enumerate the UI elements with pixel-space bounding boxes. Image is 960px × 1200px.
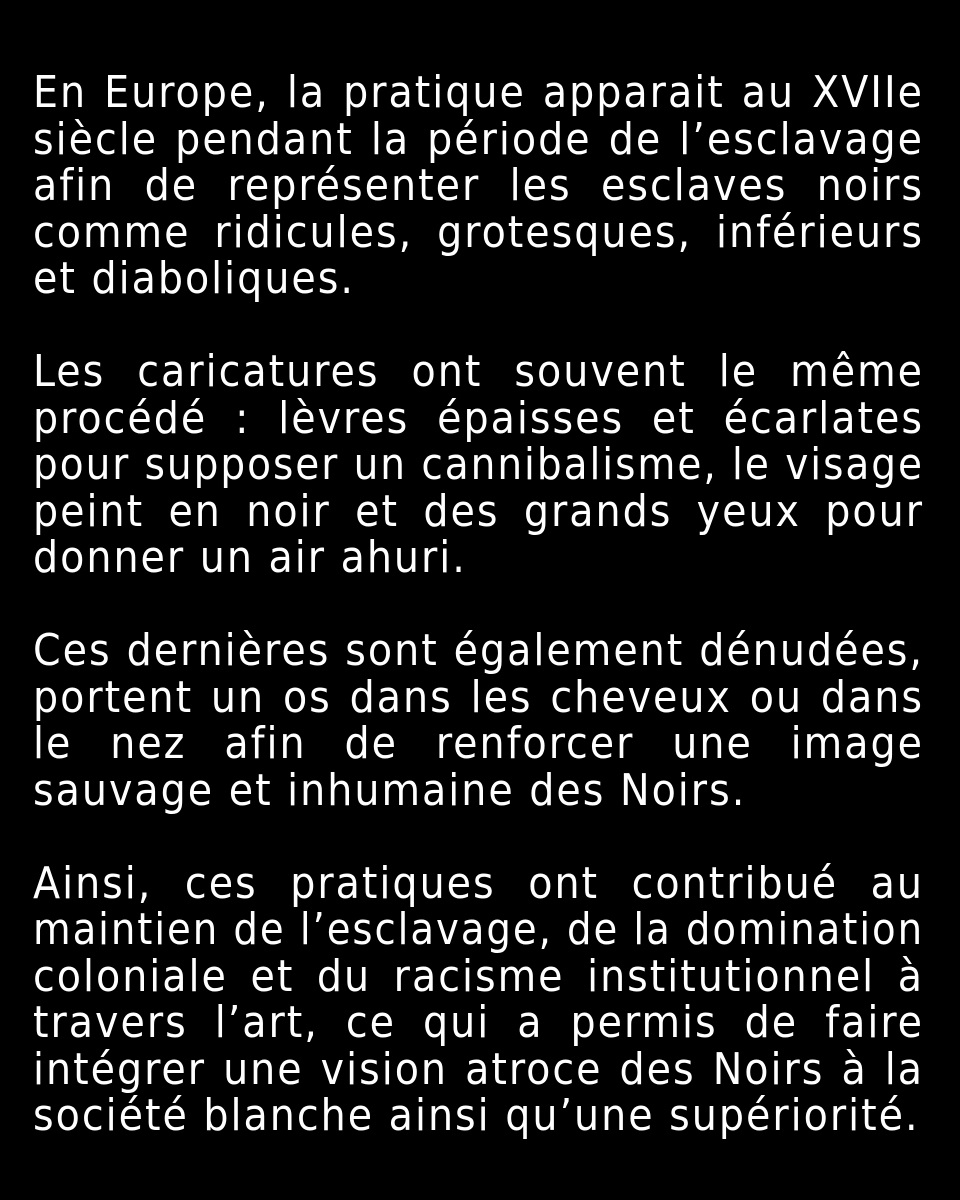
text-line: le nez afin de renforcer une image — [33, 718, 924, 769]
text-line: coloniale et du racisme institutionnel à — [33, 950, 924, 1002]
text-line: siècle pendant la période de l’esclavage — [33, 113, 924, 165]
text-line: pour supposer un cannibalisme, le visage — [33, 439, 924, 490]
text-line: et diaboliques. — [33, 253, 355, 304]
text-line: comme ridicules, grotesques, inférieurs — [33, 206, 924, 258]
text-line: portent un os dans les cheveux ou dans — [33, 671, 924, 723]
text-line: travers l’art, ce qui a permis de faire — [33, 997, 924, 1048]
text-line: Ainsi, ces pratiques ont contribué au — [33, 857, 924, 909]
paragraph-1 — [33, 67, 924, 304]
paragraph-2 — [33, 346, 924, 583]
paragraph-spacer — [33, 814, 924, 861]
text-line: procédé : lèvres épaisses et écarlates — [33, 392, 924, 444]
paragraph-4 — [33, 857, 925, 1141]
paragraph-spacer — [33, 582, 924, 629]
text-line: afin de représenter les esclaves noirs — [33, 160, 924, 211]
text-line: intégrer une vision atroce des Noirs à la — [33, 1043, 924, 1095]
text-line: donner un air ahuri. — [33, 532, 467, 583]
text-line: sauvage et inhumaine des Noirs. — [33, 764, 747, 816]
text-line: peint en noir et des grands yeux pour — [33, 485, 924, 537]
text-body — [33, 67, 925, 1141]
paragraph-3 — [33, 625, 924, 816]
text-line: société blanche ainsi qu’une supériorité. — [33, 1090, 920, 1141]
text-line: Les caricatures ont souvent le même — [33, 346, 924, 397]
text-line: maintien de l’esclavage, de la domination — [33, 904, 925, 955]
text-line: Ces dernières sont également dénudées, — [33, 625, 924, 676]
paragraph-spacer — [33, 303, 924, 350]
text-line: En Europe, la pratique apparait au XVIIe — [33, 67, 924, 118]
